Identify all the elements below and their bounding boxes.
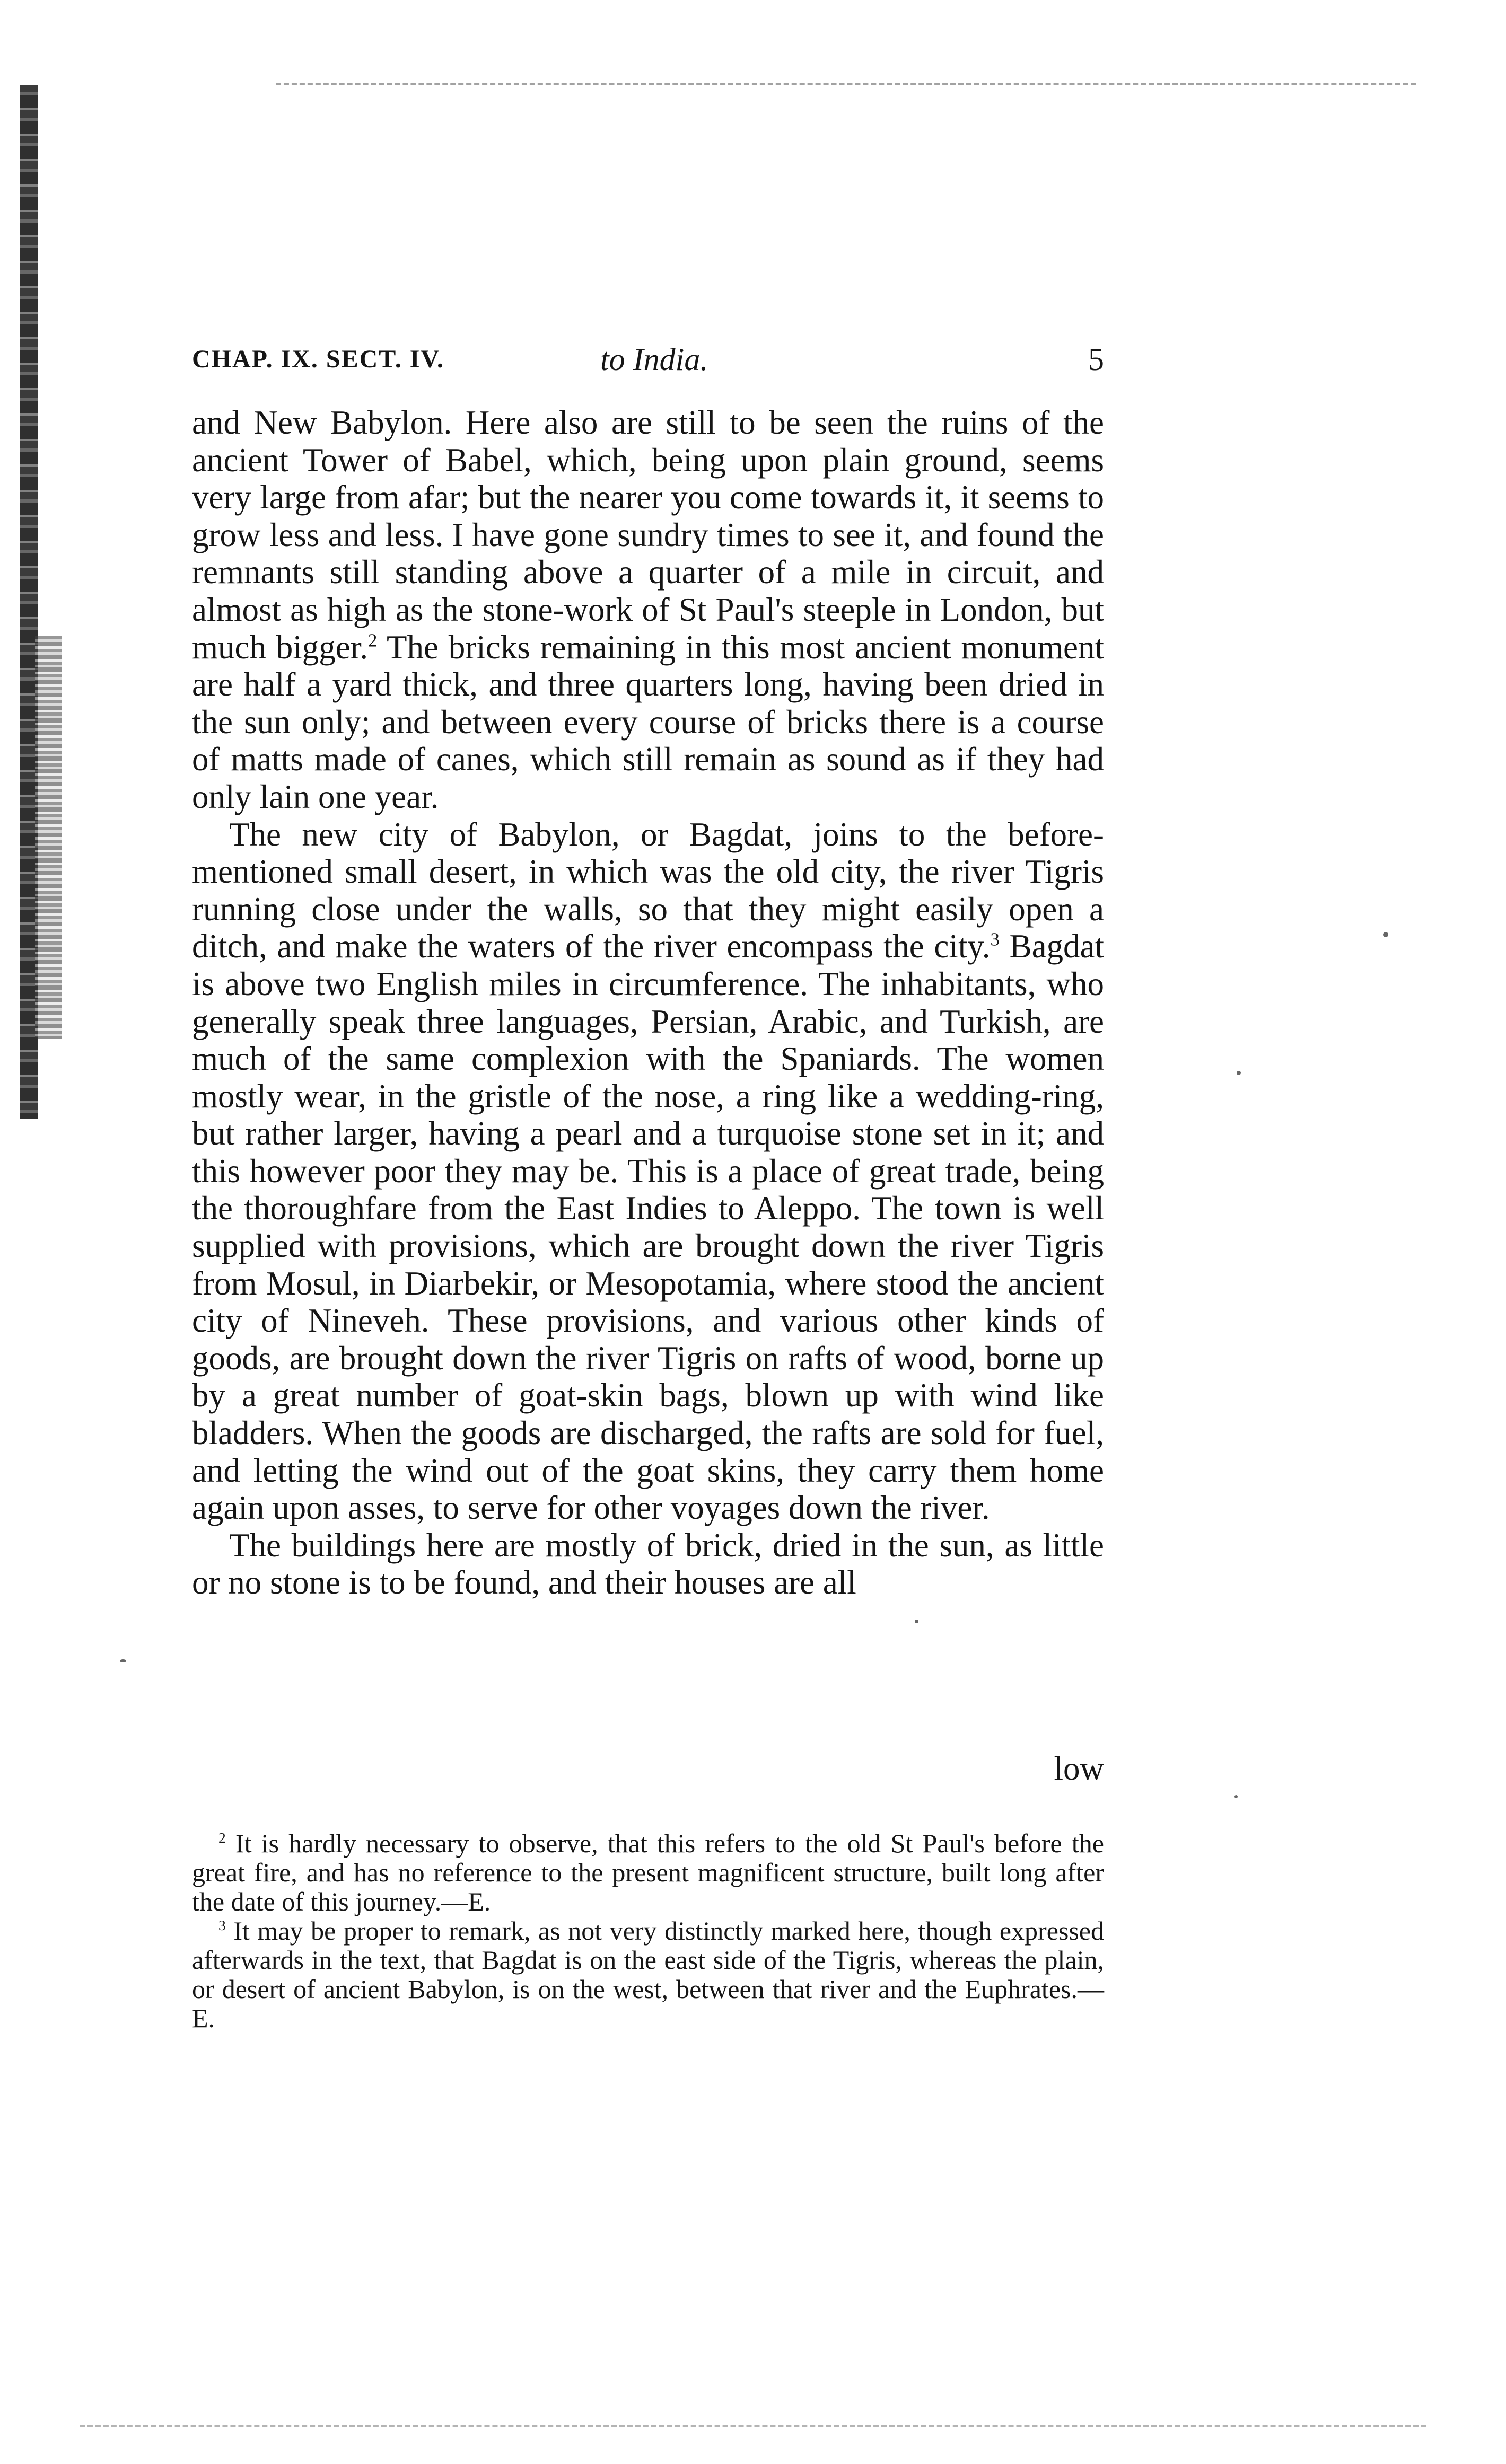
footnote-text: It may be proper to remark, as not very distinctly marked here, though expressed afterwards in the text, that Bagdat is on the east side of the Tigris, whereas the plain, or desert of ancient Babylon, is on the west, between that river and the Euphrates.—E.: [192, 1916, 1104, 2033]
main-text: [192, 404, 1104, 1601]
running-header: [192, 338, 1104, 381]
footnote: [192, 1829, 1104, 1916]
scan-speck: [1237, 1071, 1241, 1075]
scan-top-edge: [276, 73, 1416, 85]
page-number: 5: [1088, 342, 1104, 377]
footnote-marker: 3: [218, 1917, 226, 1934]
scan-speck: [1234, 1795, 1238, 1798]
paragraph-text: Bagdat is above two English miles in circumference. The inhabitants, who generally speak three languages, Persian, Arabic, and Turkish, are much of the same complexion with the Spaniards. The women mostly wear, in the gristle of the nose, a ring like a wedding-ring, but rather larger, having a pearl and a turquoise stone set in it; and this however poor they may be. This is a place of great trade, being the thoroughfare from the East Indies to Aleppo. The town is well supplied with provisions, which are brought down the river Tigris from Mosul, in Diarbekir, or Mesopotamia, where stood the ancient city of Nineveh. These provisions, and various other kinds of goods, are brought down the river Tigris on rafts of wood, borne up by a great number of goat-skin bags, blown up with wind like bladders. When the goods are discharged, the rafts are sold for fuel, and letting the wind out of the goat skins, they carry them home again upon asses, to serve for other voyages down the river.: [192, 928, 1105, 1527]
scan-bottom-edge: [80, 2425, 1426, 2435]
scan-speck: [1383, 932, 1388, 937]
footnote-reference: 3: [990, 929, 1000, 950]
footnotes: [192, 1829, 1104, 2033]
footnote-marker: 2: [218, 1829, 226, 1846]
scan-speck: [120, 1659, 126, 1662]
paragraph-text: The new city of Babylon, or Bagdat, joins to the before-mentioned small desert, in which was the old city, the river Tigris running close under the walls, so that they might easily open a ditch, and make the waters of the river encompass the city.: [192, 815, 1104, 965]
scan-speck: [915, 1620, 918, 1623]
scan-binding-shadow: [35, 636, 62, 1039]
paragraph: [192, 404, 1104, 816]
footnote-text: It is hardly necessary to observe, that this refers to the old St Paul's before the great fire, and has no reference to the present magnificent structure, built long after the date of this journey.—E.: [192, 1828, 1104, 1916]
chapter-section-heading: CHAP. IX. SECT. IV.: [192, 345, 444, 373]
footnote-reference: 2: [368, 630, 378, 651]
footnote: [192, 1916, 1104, 2033]
paragraph-text: and New Babylon. Here also are still to be seen the ruins of the ancient Tower of Babel, which, being upon plain ground, seems very large from afar; but the nearer you come towards it, it seems to grow less and less. I have gone sundry times to see it, and found the remnants still standing above a quarter of a mile in circuit, and almost as high as the stone-work of St Paul's steeple in London, but much bigger.: [192, 404, 1104, 666]
running-title: to India.: [600, 342, 708, 377]
catchword: low: [1054, 1750, 1104, 1787]
paragraph: The buildings here are mostly of brick, dried in the sun, as little or no stone is to be found, and their houses are all: [192, 1526, 1104, 1601]
paragraph-text: The bricks remaining in this most ancient monument are half a yard thick, and three quarters long, having been dried in the sun only; and between every course of bricks there is a course of matts made of canes, which still remain as sound as if they had only lain one year.: [192, 628, 1105, 815]
paragraph: [192, 816, 1104, 1527]
